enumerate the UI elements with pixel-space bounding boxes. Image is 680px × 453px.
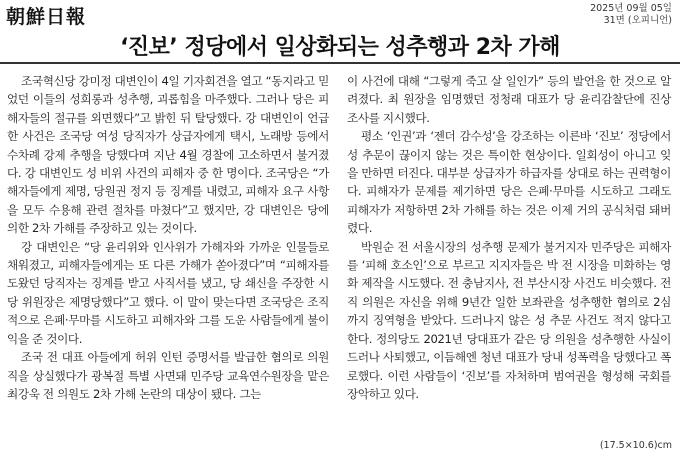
article-paragraph: 평소 ‘인권’과 ‘젠더 감수성’을 강조하는 이른바 ‘진보’ 정당에서 성 추문이 끊이지 않는 것은 특이한 현상이다. 일회성이 아니고 잊을 만하면 터진다. 대부분 상급자가 하급자를 상대로 하는 권력형이다. 피해자가 문제를 제기하면 당은 은폐·무마를 시도하고 그래도 피해자가 저항하면 2차 가해를 하는 것은 이제 거의 공식처럼 돼버렸다. — [347, 129, 671, 236]
article-column-right — [347, 72, 671, 403]
publication-meta — [590, 3, 672, 27]
article-column-left — [7, 72, 329, 403]
newspaper-masthead: 朝鮮日報 — [6, 6, 87, 28]
article-paragraph: 이 사건에 대해 “그렇게 죽고 살 일인가” 등의 발언을 한 것으로 알려졌다. 최 원장을 임명했던 정청래 대표가 당 윤리감찰단에 진상 조사를 지시했다. — [347, 74, 671, 125]
publication-date: 2025년 09월 05일 — [590, 3, 672, 14]
article-paragraph: 조국 전 대표 아들에게 허위 인턴 증명서를 발급한 혐의로 의원직을 상실했다가 광복절 특별 사면돼 민주당 교육연수원장을 맡은 최강욱 전 의원도 2차 가해 논란의 대상이 됐다. 그는 — [7, 350, 329, 401]
article-paragraph: 조국혁신당 강미정 대변인이 4일 기자회견을 열고 “동지라고 믿었던 이들의 성희롱과 성추행, 괴롭힘을 마주했다. 그러나 당은 피해자들의 절규를 외면했다”고 밝힌 뒤 탈당했다. 강 대변인이 언급한 사건은 조국당 여성 당직자가 상급자에게 택시, 노래방 등에서 수차례 강제 추행을 당했다며 지난 4월 경찰에 고소하면서 불거졌다. 강 대변인도 성 비위 사건의 피해자 중 한 명이다. 조국당은 “가해자들에게 제명, 당원권 정지 등 징계를 내렸고, 피해자 요구 사항을 모두 수용해 관련 절차를 마쳤다”고 했지만, 강 대변인은 당에 의한 2차 가해를 주장하고 있는 것이다. — [7, 74, 329, 236]
page-section: 31면 (오피니언) — [603, 15, 672, 26]
headline-divider — [0, 62, 680, 64]
article-paragraph: 강 대변인은 “당 윤리위와 인사위가 가해자와 가까운 인물들로 채워졌고, 피해자들에게는 또 다른 가해가 쏟아졌다”며 “피해자를 도왔던 당직자는 징계를 받고 사직서를 냈고, 당 쇄신을 주장한 시당 위원장은 제명당했다”고 했다. 이 말이 맞는다면 조국당은 조직적으로 은폐·무마를 시도하고 피해자와 그를 도운 사람들에게 불이익을 준 것이다. — [7, 239, 329, 346]
article-headline: ‘진보’ 정당에서 일상화되는 성추행과 2차 가해 — [120, 35, 560, 60]
article-paragraph: 박원순 전 서울시장의 성추행 문제가 불거지자 민주당은 피해자를 ‘피해 호소인’으로 부르고 지지자들은 박 전 시장을 미화하는 영화 제작을 시도했다. 전 충남지사, 전 부산시장 사건도 비슷했다. 전직 의원은 자신을 위해 9년간 일한 보좌관을 성추행한 혐의로 2심까지 징역형을 받았다. 드러나지 않은 성 추문 사건도 적지 않다고 한다. 정의당도 2021년 당대표가 같은 당 의원을 성추행한 사실이 드러나 사퇴했고, 이듬해엔 청년 대표가 당내 성폭력을 당했다고 폭로했다. 이런 사람들이 ‘진보’를 자처하며 범여권을 형성해 국회를 장악하고 있다. — [347, 239, 671, 401]
clipping-size: (17.5×10.6)cm — [599, 440, 672, 451]
